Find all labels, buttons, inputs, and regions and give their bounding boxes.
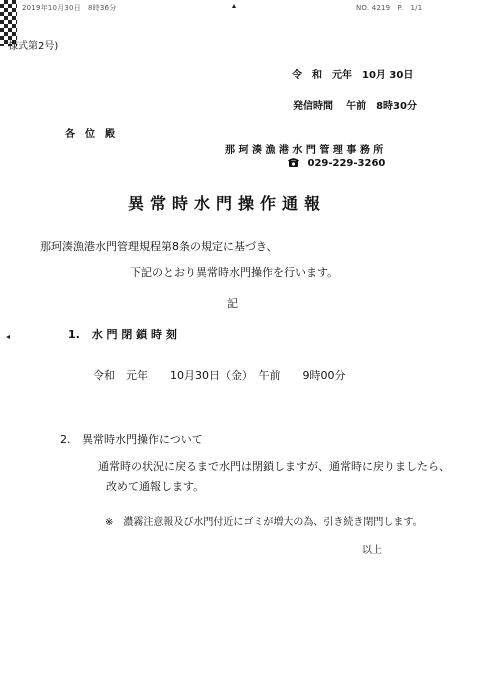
item-1-number: 1. [68, 328, 80, 341]
intro-line-2: 下記のとおり異常時水門操作を行います。 [130, 266, 339, 279]
scan-mark-left [6, 335, 10, 339]
sender-phone [288, 157, 385, 171]
item-2-number: 2. [60, 433, 71, 446]
sent-time-label: 発信時間 [293, 101, 333, 112]
item-1-heading [68, 326, 177, 342]
sent-time-value: 午前 8時30分 [346, 101, 417, 112]
item-1-title: 水 門 閉 鎖 時 刻 [91, 328, 177, 341]
fax-datetime: 2019年10月30日 8時36分 [22, 4, 117, 12]
document-title: 異常時水門操作通報 [128, 194, 327, 213]
closing: 以上 [362, 545, 382, 556]
item-1-details: 令和 元年 10月30日（金） 午前 9時00分 [93, 369, 346, 382]
item-2-body-line-1: 通常時の状況に戻るまで水門は閉鎖しますが、通常時に戻りましたら、 [98, 460, 450, 473]
document-date: 令 和 元年 10月 30日 [292, 70, 414, 81]
note: ※ 濃霧注意報及び水門付近にゴミが増大の為、引き続き閉門します。 [105, 517, 423, 528]
sender-name: 那 珂 湊 漁 港 水 門 管 理 事 務 所 [225, 145, 384, 156]
addressee: 各 位 殿 [65, 129, 115, 140]
form-label: 様式第2号) [8, 41, 59, 52]
phone-number: 029-229-3260 [307, 158, 386, 169]
ki-label: 記 [227, 297, 238, 310]
item-2-heading [60, 431, 203, 447]
item-2-body-line-2: 改めて通報します。 [106, 480, 205, 493]
fax-page-number: NO. 4219 P. 1/1 [356, 4, 423, 12]
phone-icon [288, 157, 299, 171]
intro-line-1: 那珂湊漁港水門管理規程第8条の規定に基づき、 [40, 240, 278, 253]
sent-time [293, 94, 417, 113]
scan-mark-top [232, 4, 236, 8]
item-2-title: 異常時水門操作について [82, 433, 203, 446]
